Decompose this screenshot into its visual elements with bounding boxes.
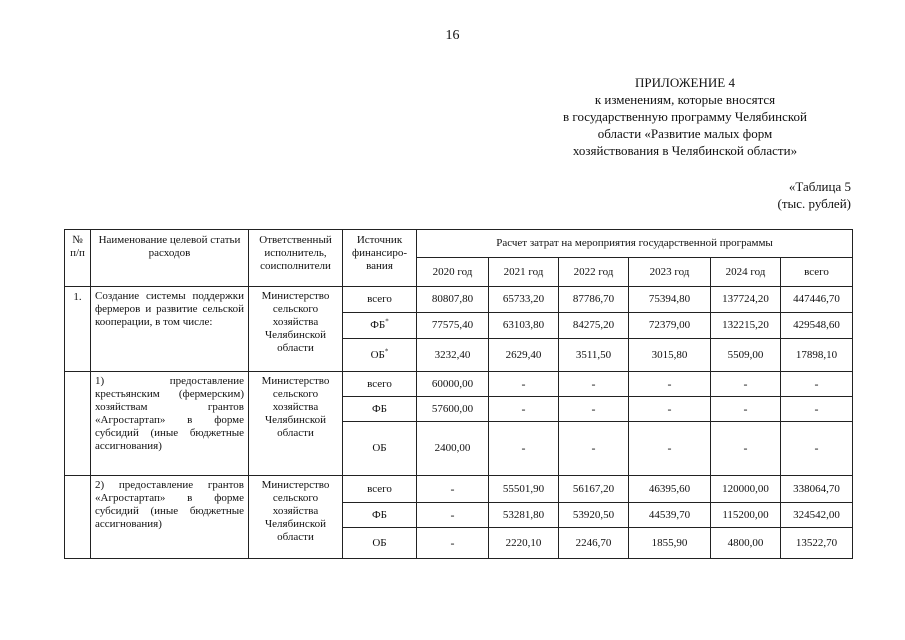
table-label: «Таблица 5 [788, 179, 851, 194]
funding-source-label: ОБ [372, 536, 387, 549]
total-cell: 13522,70 [781, 528, 853, 559]
executor: Министерство сельского хозяйства Челябинской области [249, 287, 343, 372]
row-number [65, 476, 91, 559]
funding-source-label: всего [367, 377, 392, 390]
row-number [65, 372, 91, 476]
amount-cell: - [711, 372, 781, 397]
total-cell: - [781, 397, 853, 422]
amount-cell: - [559, 397, 629, 422]
amount-cell: - [489, 372, 559, 397]
funding-source [343, 422, 417, 476]
funding-source-label: ОБ [370, 348, 385, 361]
footnote-mark: * [384, 346, 389, 355]
amount-cell: 60000,00 [417, 372, 489, 397]
executor: Министерство сельского хозяйства Челябинской области [249, 372, 343, 476]
header-year: 2020 год [417, 258, 489, 287]
amount-cell: 53920,50 [559, 503, 629, 528]
amount-cell: 55501,90 [489, 476, 559, 503]
total-cell: - [781, 372, 853, 397]
amount-cell: - [629, 422, 711, 476]
total-cell: 338064,70 [781, 476, 853, 503]
header-total: всего [781, 258, 853, 287]
amount-cell: 5509,00 [711, 339, 781, 372]
amount-cell: 120000,00 [711, 476, 781, 503]
footnote-mark: * [385, 317, 389, 326]
table-body [65, 230, 853, 559]
header-calc: Расчет затрат на мероприятия государственной программы [417, 230, 853, 258]
amount-cell: 63103,80 [489, 313, 559, 339]
funding-source-label: ФБ [371, 508, 387, 521]
table-row [65, 372, 853, 397]
amount-cell: 46395,60 [629, 476, 711, 503]
header-name: Наименование целевой статьи расходов [91, 230, 249, 287]
amount-cell: 80807,80 [417, 287, 489, 313]
amount-cell: - [417, 528, 489, 559]
funding-source [343, 313, 417, 339]
header-year: 2023 год [629, 258, 711, 287]
header-year: 2024 год [711, 258, 781, 287]
appendix-line: к изменениям, которые вносятся [594, 92, 776, 107]
funding-source [343, 372, 417, 397]
funding-source [343, 397, 417, 422]
executor: Министерство сельского хозяйства Челябинской области [249, 476, 343, 559]
total-cell: - [781, 422, 853, 476]
total-cell: 324542,00 [781, 503, 853, 528]
page-number: 16 [445, 28, 460, 43]
expense-item-name: 1) предоставление крестьянским (фермерским) хозяйствам грантов «Агростартап» в форме субсидий (иные бюджетные ассигнования) [91, 372, 249, 476]
total-cell: 429548,60 [781, 313, 853, 339]
row-number: 1. [65, 287, 91, 372]
amount-cell: 115200,00 [711, 503, 781, 528]
header-year: 2021 год [489, 258, 559, 287]
expense-table [64, 229, 853, 559]
amount-cell: 65733,20 [489, 287, 559, 313]
table-units: (тыс. рублей) [777, 196, 851, 211]
amount-cell: - [559, 372, 629, 397]
table-reference [777, 178, 851, 212]
funding-source-label: всего [367, 293, 392, 305]
amount-cell: - [417, 476, 489, 503]
expense-item-name: Создание системы поддержки фермеров и развитие сельской кооперации, в том числе: [91, 287, 249, 372]
amount-cell: 53281,80 [489, 503, 559, 528]
amount-cell: 3511,50 [559, 339, 629, 372]
funding-source [343, 528, 417, 559]
amount-cell: - [711, 397, 781, 422]
amount-cell: - [489, 397, 559, 422]
amount-cell: 2400,00 [417, 422, 489, 476]
amount-cell: - [711, 422, 781, 476]
header-row [65, 230, 853, 258]
amount-cell: 87786,70 [559, 287, 629, 313]
funding-source-label: ФБ [371, 402, 387, 415]
amount-cell: 84275,20 [559, 313, 629, 339]
funding-source-label: ОБ [372, 442, 387, 454]
amount-cell: 56167,20 [559, 476, 629, 503]
amount-cell: 137724,20 [711, 287, 781, 313]
amount-cell: 4800,00 [711, 528, 781, 559]
funding-source-label: всего [367, 482, 392, 495]
amount-cell: 1855,90 [629, 528, 711, 559]
table-row [65, 287, 853, 313]
expense-item-name: 2) предоставление грантов «Агростартап» в форме субсидий (иные бюджетные ассигнования) [91, 476, 249, 559]
appendix-line: в государственную программу Челябинской [563, 109, 807, 124]
header-source: Источник финансиро-вания [343, 230, 417, 287]
total-cell: 447446,70 [781, 287, 853, 313]
funding-source [343, 476, 417, 503]
amount-cell: - [489, 422, 559, 476]
funding-source [343, 287, 417, 313]
appendix-title: ПРИЛОЖЕНИЕ 4 [635, 75, 735, 90]
table-row [65, 476, 853, 503]
amount-cell: 3015,80 [629, 339, 711, 372]
appendix-line: области «Развитие малых форм [597, 126, 773, 141]
header-executor: Ответственный исполнитель, соисполнители [249, 230, 343, 287]
amount-cell: 44539,70 [629, 503, 711, 528]
amount-cell: 2629,40 [489, 339, 559, 372]
amount-cell: 2246,70 [559, 528, 629, 559]
amount-cell: - [629, 397, 711, 422]
header-num: № п/п [65, 230, 91, 287]
header-year: 2022 год [559, 258, 629, 287]
amount-cell: 77575,40 [417, 313, 489, 339]
amount-cell: 72379,00 [629, 313, 711, 339]
funding-source-label: ФБ [370, 319, 386, 331]
appendix-line: хозяйствования в Челябинской области» [572, 143, 798, 158]
amount-cell: 3232,40 [417, 339, 489, 372]
appendix-heading [520, 74, 850, 159]
total-cell: 17898,10 [781, 339, 853, 372]
amount-cell: - [417, 503, 489, 528]
funding-source [343, 339, 417, 372]
amount-cell: - [629, 372, 711, 397]
amount-cell: - [559, 422, 629, 476]
amount-cell: 2220,10 [489, 528, 559, 559]
amount-cell: 57600,00 [417, 397, 489, 422]
amount-cell: 75394,80 [629, 287, 711, 313]
funding-source [343, 503, 417, 528]
amount-cell: 132215,20 [711, 313, 781, 339]
